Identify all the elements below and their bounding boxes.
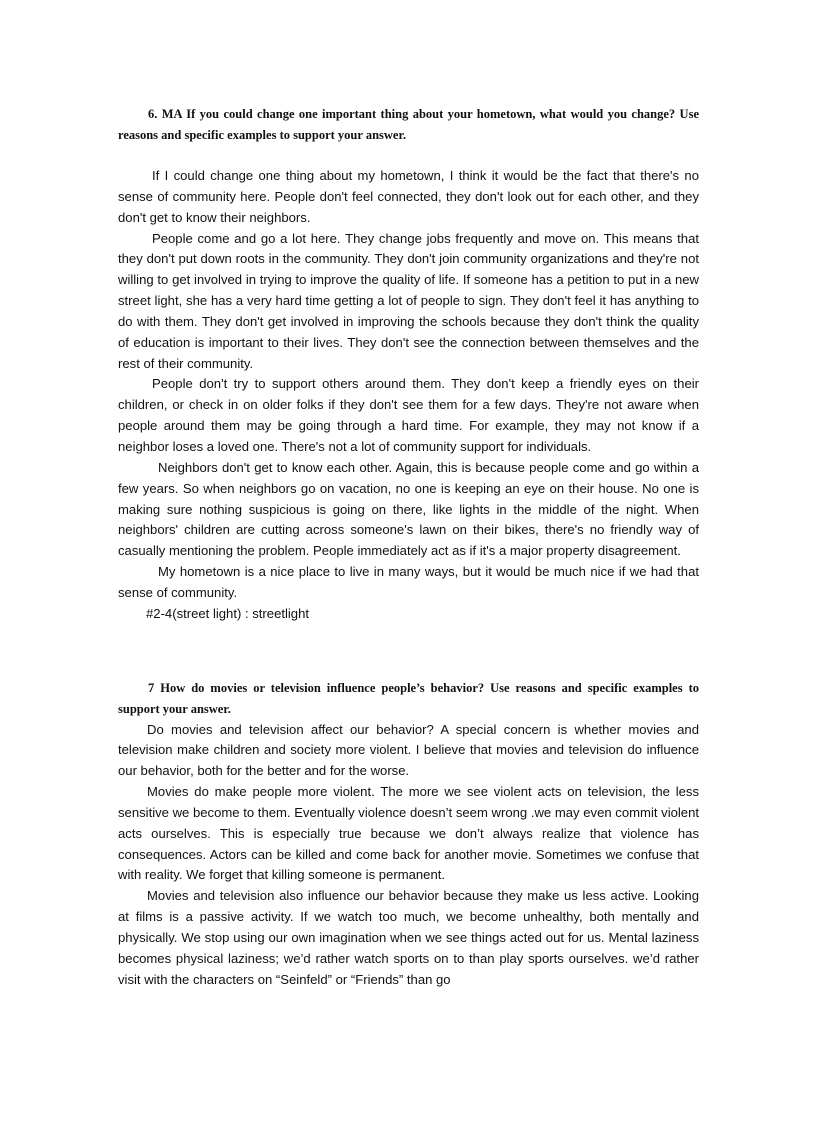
spacer (118, 625, 699, 678)
spacer (118, 146, 699, 166)
section6-paragraph-3: People don't try to support others around them. They don't keep a friendly eyes on their children, or check in on older folks if they don't see them for a few days. They're not aware when people around them may be going through a hard time. For example, they may not know if a neighbor loses a loved one. There's not a lot of community support for individuals. (118, 376, 699, 454)
question-7-heading: 7 How do movies or television influence people’s behavior? Use reasons and specific examples to support your answer. (118, 680, 699, 716)
section7-paragraph-3: Movies and television also influence our behavior because they make us less active. Looking at films is a passive activity. If we watch too much, we become unhealthy, both mentally and physically. We stop using our own imagination when we see things acted out for us. Mental laziness becomes physical laziness; we’d rather watch sports on to than play sports ourselves. we’d rather visit with the characters on “Seinfeld” or “Friends” than go (118, 888, 699, 987)
section6-note: #2-4(street light) : streetlight (146, 605, 310, 621)
section6-paragraph-5: My hometown is a nice place to live in many ways, but it would be much nice if we had that sense of community. (118, 564, 699, 600)
section6-paragraph-4: Neighbors don't get to know each other. Again, this is because people come and go within a few years. So when neighbors go on vacation, no one is keeping an eye on their house. No one is making sure nothing suspicious is going on there, like lights in the middle of the night. When neighbors' children are cutting across someone's lawn on their bikes, there's no friendly way of casually mentioning the problem. People immediately act as if it's a major property disagreement. (118, 459, 699, 559)
section7-paragraph-1: Do movies and television affect our behavior? A special concern is whether movies and television make children and society more violent. I believe that movies and television do influence our behavior, both for the better and for the worse. (118, 721, 699, 779)
section7-paragraph-2: Movies do make people more violent. The more we see violent acts on television, the less sensitive we become to them. Eventually violence doesn’t seem wrong .we may even commit violent acts ourselves. This is especially true because we don’t always realize that violence has consequences. Actors can be killed and come back for another movie. Sometimes we confuse that with reality. We forget that killing someone is permanent. (118, 784, 699, 883)
document-body (118, 104, 699, 991)
section6-paragraph-2: People come and go a lot here. They change jobs frequently and move on. This means that they don't put down roots in the community. They don't join community organizations and they're not willing to get involved in trying to improve the quality of life. If someone has a petition to put in a new street light, she has a very hard time getting a lot of people to sign. They don't feel it has anything to do with them. They don't get involved in improving the schools because they don't think the quality of education is important to their lives. They don't see the connection between themselves and the rest of their community. (118, 230, 699, 371)
section6-paragraph-1: If I could change one thing about my hometown, I think it would be the fact that there's no sense of community here. People don't feel connected, they don't look out for each other, and they don't get to know their neighbors. (118, 168, 699, 225)
question-6-heading: 6. MA If you could change one important thing about your hometown, what would you change? Use reasons and specific examples to support your answer. (118, 107, 699, 142)
